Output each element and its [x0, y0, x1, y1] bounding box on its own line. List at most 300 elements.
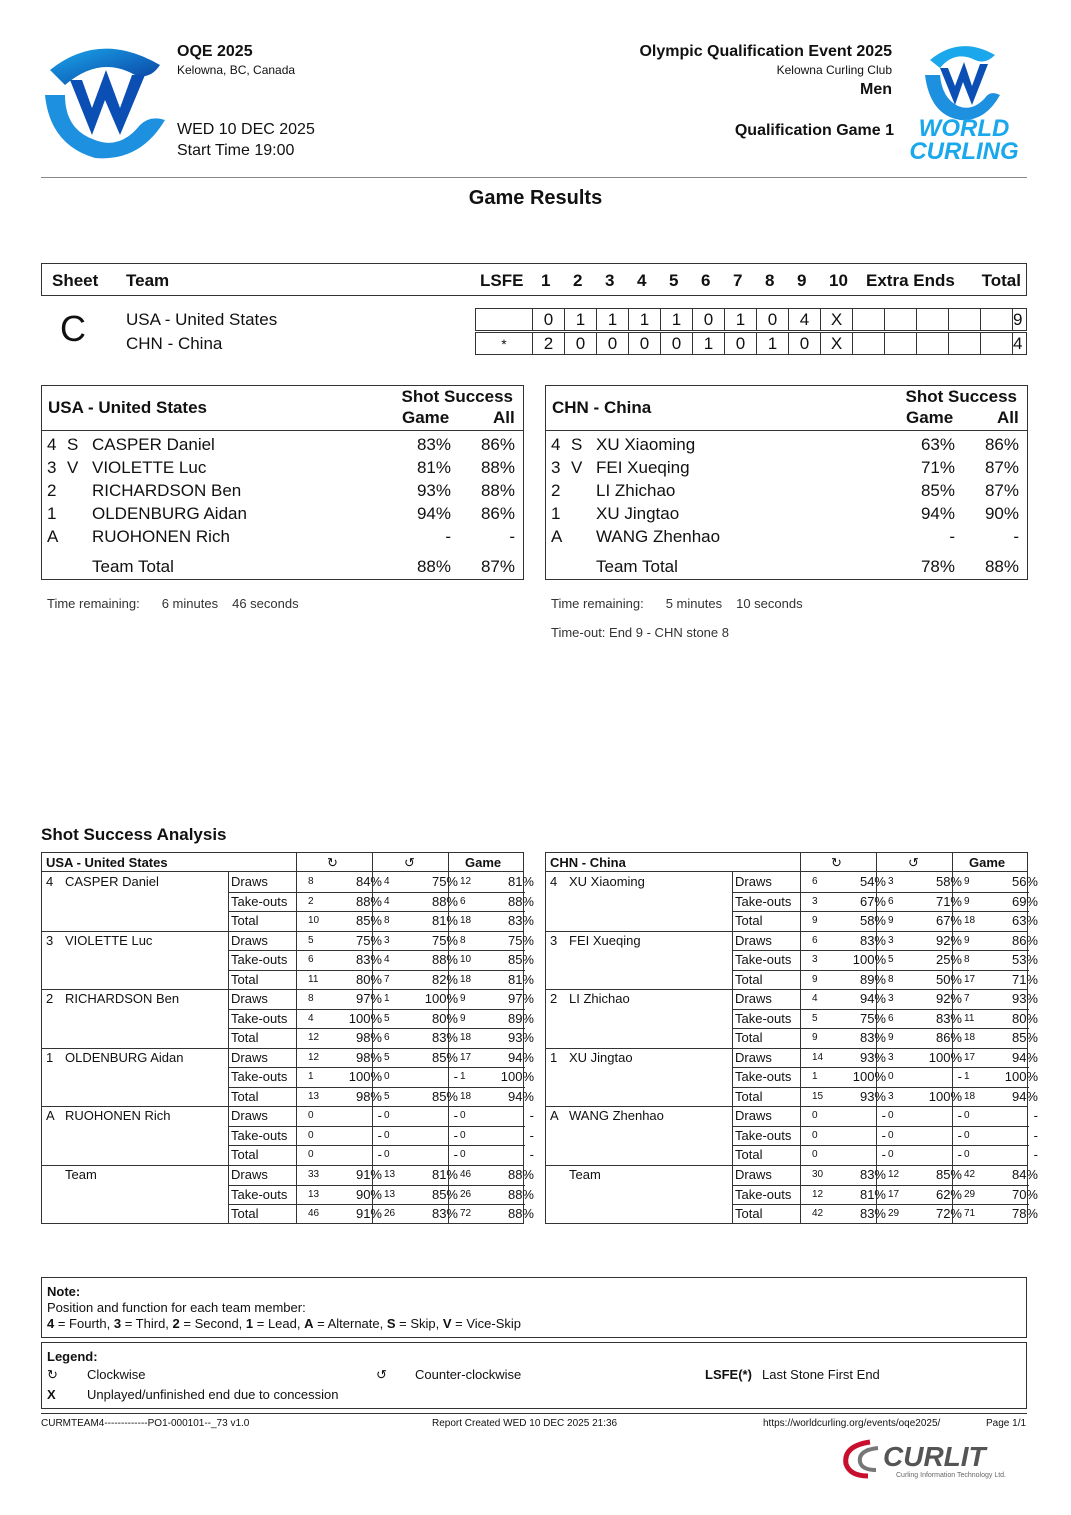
total-score: 4 [1013, 334, 1023, 353]
legend-title: Legend: [47, 1349, 98, 1364]
legend-x-key: X [47, 1387, 56, 1402]
note-desc: = Fourth, [54, 1316, 114, 1331]
player-all-pct: - [509, 527, 515, 546]
shot-count: 10 [308, 915, 320, 926]
shot-pct: 75% [431, 874, 458, 889]
shot-pct: 83% [431, 1030, 458, 1046]
player-game-pct: 83% [416, 435, 451, 454]
shot-count: 0 [308, 1110, 314, 1122]
shot-count: 13 [308, 1090, 320, 1102]
shot-pct: 50% [935, 971, 962, 987]
shot-count: 5 [384, 1090, 390, 1102]
player-name: OLDENBURG Aidan [92, 504, 247, 523]
team-total-all: 88% [984, 557, 1019, 576]
shot-pct: 83% [859, 1030, 886, 1046]
legend-counter-clockwise: Counter-clockwise [415, 1367, 522, 1382]
shot-pct: - [1033, 1108, 1038, 1124]
shot-count: 15 [812, 1090, 824, 1102]
player-row [42, 481, 523, 504]
player-row [42, 504, 523, 527]
end-score: X [821, 309, 853, 331]
event-short: OQE 2025 [177, 43, 253, 60]
total-header: Total [981, 271, 1021, 290]
shot-pct: 71% [1011, 971, 1038, 987]
shot-pct: 81% [431, 1167, 458, 1182]
shot-count: 6 [460, 895, 466, 907]
shot-pct: 100% [928, 1049, 962, 1065]
shot-pct: 100% [852, 1069, 886, 1085]
extra-end-cell [885, 309, 917, 331]
shot-pct: 54% [859, 874, 886, 889]
note-key: A [304, 1316, 314, 1331]
shot-count: 13 [384, 1188, 396, 1200]
shot-pct: - [881, 1147, 886, 1163]
shot-count: 17 [460, 1051, 472, 1063]
curlit-sub: Curling Information Technology Ltd. [896, 1472, 1006, 1479]
player-all-pct: 90% [984, 504, 1019, 523]
shot-pct: 83% [859, 1167, 886, 1182]
analysis-row [546, 1145, 1038, 1165]
shot-count: 0 [460, 1110, 466, 1122]
shot-count: 13 [384, 1169, 396, 1180]
player-all-pct: 88% [480, 481, 515, 500]
analysis-player-name: CASPER Daniel [65, 874, 159, 889]
lsfe-header: LSFE [480, 271, 524, 290]
shot-count: 6 [812, 876, 818, 887]
player-game-pct: - [445, 527, 451, 546]
shot-type: Draws [231, 874, 268, 889]
shot-pct: 85% [507, 952, 534, 968]
team2-name: CHN - China [126, 334, 223, 353]
end-score: 4 [789, 309, 821, 331]
shot-pct: 67% [859, 893, 886, 909]
player-name: WANG Zhenhao [596, 527, 721, 546]
shot-count: 0 [964, 1129, 970, 1141]
shot-type: Total [231, 1206, 259, 1221]
page-title: Game Results [468, 187, 603, 209]
player-position: 4 [551, 435, 561, 454]
shot-type: Take-outs [735, 893, 792, 909]
counter-clockwise-icon: ↺ [404, 855, 415, 870]
shot-count: 7 [964, 993, 970, 1005]
shot-type: Take-outs [735, 1127, 792, 1143]
shot-type: Total [231, 1147, 259, 1163]
end-5-header: 5 [669, 271, 679, 290]
analysis-row [546, 872, 1038, 892]
venue: Kelowna Curling Club [776, 63, 892, 77]
player-name: FEI Xueqing [596, 458, 690, 477]
team-total-label: Team Total [92, 557, 174, 576]
shot-count: 8 [384, 915, 390, 926]
shot-count: 8 [308, 993, 314, 1005]
shot-count: 3 [888, 934, 894, 946]
curlit-logo [838, 1436, 1028, 1482]
shot-pct: - [453, 1127, 458, 1143]
start-time: Start Time 19:00 [177, 142, 295, 159]
end-score: 1 [757, 333, 789, 355]
player-name: XU Xiaoming [596, 435, 696, 454]
shot-pct: 90% [355, 1186, 382, 1202]
shot-count: 0 [308, 1129, 314, 1141]
clockwise-icon: ↻ [327, 855, 338, 870]
extra-end-cell [853, 333, 885, 355]
game-name: Qualification Game 1 [734, 122, 894, 139]
extra-end-cell [917, 309, 949, 331]
game-label: Game [906, 408, 954, 427]
extra-end-cell [981, 309, 1013, 331]
shot-pct: 53% [1011, 952, 1038, 968]
shot-type: Take-outs [231, 1010, 288, 1026]
shot-pct: 81% [507, 971, 534, 987]
shot-count: 0 [812, 1129, 818, 1141]
shot-count: 18 [460, 1090, 472, 1102]
analysis-row [546, 950, 1038, 970]
shot-pct: 94% [507, 1049, 534, 1065]
shot-pct: 67% [935, 913, 962, 928]
analysis-row [546, 1185, 1038, 1205]
shot-pct: 88% [507, 1206, 534, 1221]
shot-count: 33 [308, 1169, 320, 1180]
legend-x: Unplayed/unfinished end due to concession [87, 1387, 339, 1402]
analysis-team-name: USA - United States [46, 855, 168, 870]
shot-count: 1 [460, 1071, 466, 1083]
end-2-header: 2 [573, 271, 583, 290]
all-label: All [493, 408, 515, 427]
analysis-player-name: FEI Xueqing [569, 932, 641, 948]
shot-count: 0 [888, 1071, 894, 1083]
shot-count: 3 [888, 1051, 894, 1063]
shot-pct: 88% [355, 893, 382, 909]
usa-shot-box [41, 385, 524, 580]
shot-count: 0 [964, 1149, 970, 1161]
world-curling-logo [900, 40, 1028, 164]
shot-count: 18 [460, 1032, 472, 1044]
analysis-row [42, 911, 534, 931]
score-row-chn [475, 332, 1027, 355]
shot-count: 10 [460, 954, 472, 966]
shot-type: Total [231, 971, 259, 987]
shot-count: 17 [888, 1188, 900, 1200]
shot-count: 0 [964, 1110, 970, 1122]
usa-time-remaining: Time remaining: 6 minutes 46 seconds [47, 596, 299, 611]
shot-pct: 100% [500, 1069, 534, 1085]
analysis-row [42, 1126, 534, 1146]
shot-count: 0 [888, 1129, 894, 1141]
shot-pct: - [881, 1108, 886, 1124]
shot-type: Take-outs [231, 1069, 288, 1085]
footer-page: Page 1/1 [986, 1418, 1027, 1429]
analysis-row [546, 989, 1038, 1009]
end-score: 0 [725, 333, 757, 355]
player-all-pct: 86% [480, 504, 515, 523]
note-key: S [386, 1316, 396, 1331]
shot-pct: 94% [1011, 1088, 1038, 1104]
player-row [42, 527, 523, 550]
shot-pct: - [377, 1147, 382, 1163]
player-name: RICHARDSON Ben [92, 481, 242, 500]
shot-count: 18 [460, 973, 472, 985]
analysis-header [42, 853, 523, 872]
shot-count: 29 [964, 1188, 976, 1200]
extra-end-cell [853, 309, 885, 331]
shot-pct: 85% [431, 1088, 458, 1104]
shot-pct: 89% [507, 1010, 534, 1026]
end-8-header: 8 [765, 271, 775, 290]
shot-pct: 98% [355, 1030, 382, 1046]
analysis-header [546, 853, 1027, 872]
end-score: X [821, 333, 853, 355]
shot-pct: 80% [1011, 1010, 1038, 1026]
shot-count: 5 [384, 1051, 390, 1063]
shot-count: 6 [888, 1012, 894, 1024]
game-col-header: Game [969, 855, 1006, 870]
shot-pct: - [957, 1147, 962, 1163]
all-label: All [997, 408, 1019, 427]
shot-count: 6 [384, 1032, 390, 1044]
shot-pct: 71% [935, 893, 962, 909]
shot-count: 14 [812, 1051, 824, 1063]
extra-end-cell [981, 333, 1013, 355]
shot-count: 12 [888, 1169, 900, 1180]
score-row-usa [475, 308, 1027, 331]
shot-pct: 88% [507, 1186, 534, 1202]
chn-analysis-table [545, 852, 1038, 1224]
shot-count: 12 [308, 1051, 320, 1063]
analysis-row [546, 970, 1038, 990]
shot-count: 18 [964, 1090, 976, 1102]
header-divider [41, 177, 1027, 178]
shot-pct: 78% [1011, 1206, 1038, 1221]
analysis-row [546, 892, 1038, 912]
shot-count: 4 [384, 895, 390, 907]
shot-type: Total [735, 1088, 763, 1104]
shot-type: Draws [735, 1167, 772, 1182]
analysis-row [42, 1106, 534, 1126]
shot-pct: - [881, 1127, 886, 1143]
score-header [41, 263, 1027, 296]
shot-pct: 58% [859, 913, 886, 928]
clockwise-icon: ↻ [47, 1367, 58, 1382]
shot-count: 5 [384, 1012, 390, 1024]
end-score: 1 [661, 309, 693, 331]
analysis-player-name: RUOHONEN Rich [65, 1108, 171, 1124]
player-game-pct: 94% [920, 504, 955, 523]
shot-type: Total [735, 1147, 763, 1163]
analysis-row [42, 1185, 534, 1205]
shot-pct: - [957, 1108, 962, 1124]
shot-pct: 83% [355, 952, 382, 968]
shot-count: 9 [812, 915, 818, 926]
box-header [42, 386, 523, 431]
player-name: VIOLETTE Luc [92, 458, 207, 477]
shot-pct: 56% [1011, 874, 1038, 889]
shot-pct: 100% [928, 1088, 962, 1104]
end-3-header: 3 [605, 271, 615, 290]
shot-pct: 91% [355, 1167, 382, 1182]
shot-count: 3 [888, 1090, 894, 1102]
shot-pct: 81% [859, 1186, 886, 1202]
shot-success-label: Shot Success [905, 387, 1017, 406]
game-label: Game [402, 408, 450, 427]
analysis-player-pos: 4 [46, 874, 54, 889]
shot-success-label: Shot Success [401, 387, 513, 406]
legend-lsfe: Last Stone First End [762, 1367, 880, 1382]
shot-pct: 93% [859, 1088, 886, 1104]
note-line1: Position and function for each team member: [47, 1300, 306, 1315]
end-7-header: 7 [733, 271, 743, 290]
analysis-row [42, 1145, 534, 1165]
player-role: S [67, 435, 79, 454]
shot-count: 4 [384, 876, 390, 887]
legend-clockwise: Clockwise [87, 1367, 146, 1382]
extra-end-cell [885, 333, 917, 355]
shot-pct: 80% [431, 1010, 458, 1026]
shot-count: 8 [888, 973, 894, 985]
note-line2 [47, 1316, 1021, 1331]
player-role: V [571, 458, 583, 477]
note-key: 1 [245, 1316, 254, 1331]
player-row [546, 481, 1027, 504]
shot-pct: 83% [859, 932, 886, 948]
shot-count: 9 [888, 1032, 894, 1044]
shot-count: 0 [812, 1110, 818, 1122]
legend-lsfe-key: LSFE(*) [705, 1367, 752, 1382]
box-team-name: CHN - China [552, 398, 652, 417]
note-key: 4 [47, 1316, 55, 1331]
shot-pct: - [529, 1147, 534, 1163]
note-key: 2 [172, 1316, 180, 1331]
footer-url[interactable]: https://worldcurling.org/events/oqe2025/ [763, 1418, 941, 1429]
analysis-row [42, 1048, 534, 1068]
shot-count: 4 [812, 993, 818, 1005]
analysis-row [42, 1009, 534, 1029]
wc-logo-line1: WORLD [918, 115, 1010, 142]
analysis-player-pos: 3 [550, 932, 558, 948]
shot-pct: 98% [355, 1088, 382, 1104]
counter-clockwise-icon: ↺ [376, 1367, 387, 1382]
player-game-pct: - [949, 527, 955, 546]
shot-type: Take-outs [735, 1069, 792, 1085]
shot-count: 18 [964, 915, 976, 926]
shot-count: 46 [308, 1208, 320, 1219]
shot-pct: 83% [507, 913, 534, 928]
analysis-player-name: OLDENBURG Aidan [65, 1049, 184, 1065]
note-desc: = Second, [179, 1316, 246, 1331]
note-box [41, 1277, 1027, 1338]
extra-end-cell [949, 309, 981, 331]
analysis-player-pos: 4 [550, 874, 558, 889]
team-total-all: 87% [480, 557, 515, 576]
analysis-player-pos: A [46, 1108, 55, 1124]
shot-type: Total [231, 1088, 259, 1104]
analysis-player-pos: 3 [46, 932, 54, 948]
shot-count: 17 [964, 1051, 976, 1063]
end-score: 0 [629, 333, 661, 355]
end-score: 1 [629, 309, 661, 331]
shot-pct: 85% [935, 1167, 962, 1182]
shot-pct: 75% [507, 932, 534, 948]
shot-count: 46 [460, 1169, 472, 1180]
analysis-row [546, 1009, 1038, 1029]
analysis-row [546, 1067, 1038, 1087]
shot-count: 12 [460, 876, 472, 887]
shot-pct: 97% [507, 991, 534, 1007]
shot-count: 18 [964, 1032, 976, 1044]
shot-count: 6 [308, 954, 314, 966]
analysis-row [546, 1048, 1038, 1068]
shot-count: 4 [384, 954, 390, 966]
shot-pct: 63% [1011, 913, 1038, 928]
shot-count: 26 [460, 1188, 472, 1200]
shot-type: Draws [231, 1167, 268, 1182]
shot-count: 3 [888, 876, 894, 887]
shot-type: Take-outs [735, 1186, 792, 1202]
shot-count: 3 [384, 934, 390, 946]
shot-count: 4 [308, 1012, 314, 1024]
shot-pct: - [1033, 1147, 1038, 1163]
shot-type: Total [231, 913, 259, 928]
player-position: A [551, 527, 563, 546]
legend-box [41, 1342, 1027, 1409]
player-name: LI Zhichao [596, 481, 676, 500]
shot-pct: 100% [348, 1010, 382, 1026]
shot-type: Total [735, 1030, 763, 1046]
shot-pct: 88% [431, 893, 458, 909]
shot-pct: 100% [348, 1069, 382, 1085]
team-total-label: Team Total [596, 557, 678, 576]
analysis-row [42, 1028, 534, 1048]
analysis-row [546, 1028, 1038, 1048]
analysis-player-name: VIOLETTE Luc [65, 932, 153, 948]
shot-pct: - [957, 1069, 962, 1085]
footer-divider [41, 1413, 1027, 1414]
shot-type: Total [735, 1206, 763, 1221]
player-row [42, 458, 523, 481]
note-desc: = Third, [121, 1316, 173, 1331]
shot-pct: 92% [935, 932, 962, 948]
shot-type: Take-outs [231, 893, 288, 909]
player-row [546, 458, 1027, 481]
analysis-player-name: Team [569, 1167, 601, 1182]
shot-pct: 91% [355, 1206, 382, 1221]
shot-pct: 84% [355, 874, 382, 889]
shot-count: 6 [888, 895, 894, 907]
shot-pct: 83% [935, 1010, 962, 1026]
analysis-player-name: WANG Zhenhao [569, 1108, 664, 1124]
shot-count: 9 [888, 915, 894, 926]
shot-pct: 70% [1011, 1186, 1038, 1202]
shot-pct: - [529, 1127, 534, 1143]
category: Men [860, 81, 892, 98]
shot-pct: 84% [1011, 1167, 1038, 1182]
shot-type: Take-outs [735, 952, 792, 968]
shot-count: 8 [964, 954, 970, 966]
shot-type: Take-outs [231, 952, 288, 968]
box-team-name: USA - United States [48, 398, 208, 417]
clockwise-icon: ↻ [831, 855, 842, 870]
shot-pct: 100% [424, 991, 458, 1007]
end-score: 1 [725, 309, 757, 331]
shot-pct: 94% [859, 991, 886, 1007]
shot-count: 5 [308, 934, 314, 946]
shot-count: 3 [888, 993, 894, 1005]
shot-pct: 85% [431, 1186, 458, 1202]
shot-pct: 75% [355, 932, 382, 948]
shot-count: 7 [384, 973, 390, 985]
end-score: 1 [693, 333, 725, 355]
analysis-row [42, 931, 534, 951]
shot-pct: 85% [355, 913, 382, 928]
